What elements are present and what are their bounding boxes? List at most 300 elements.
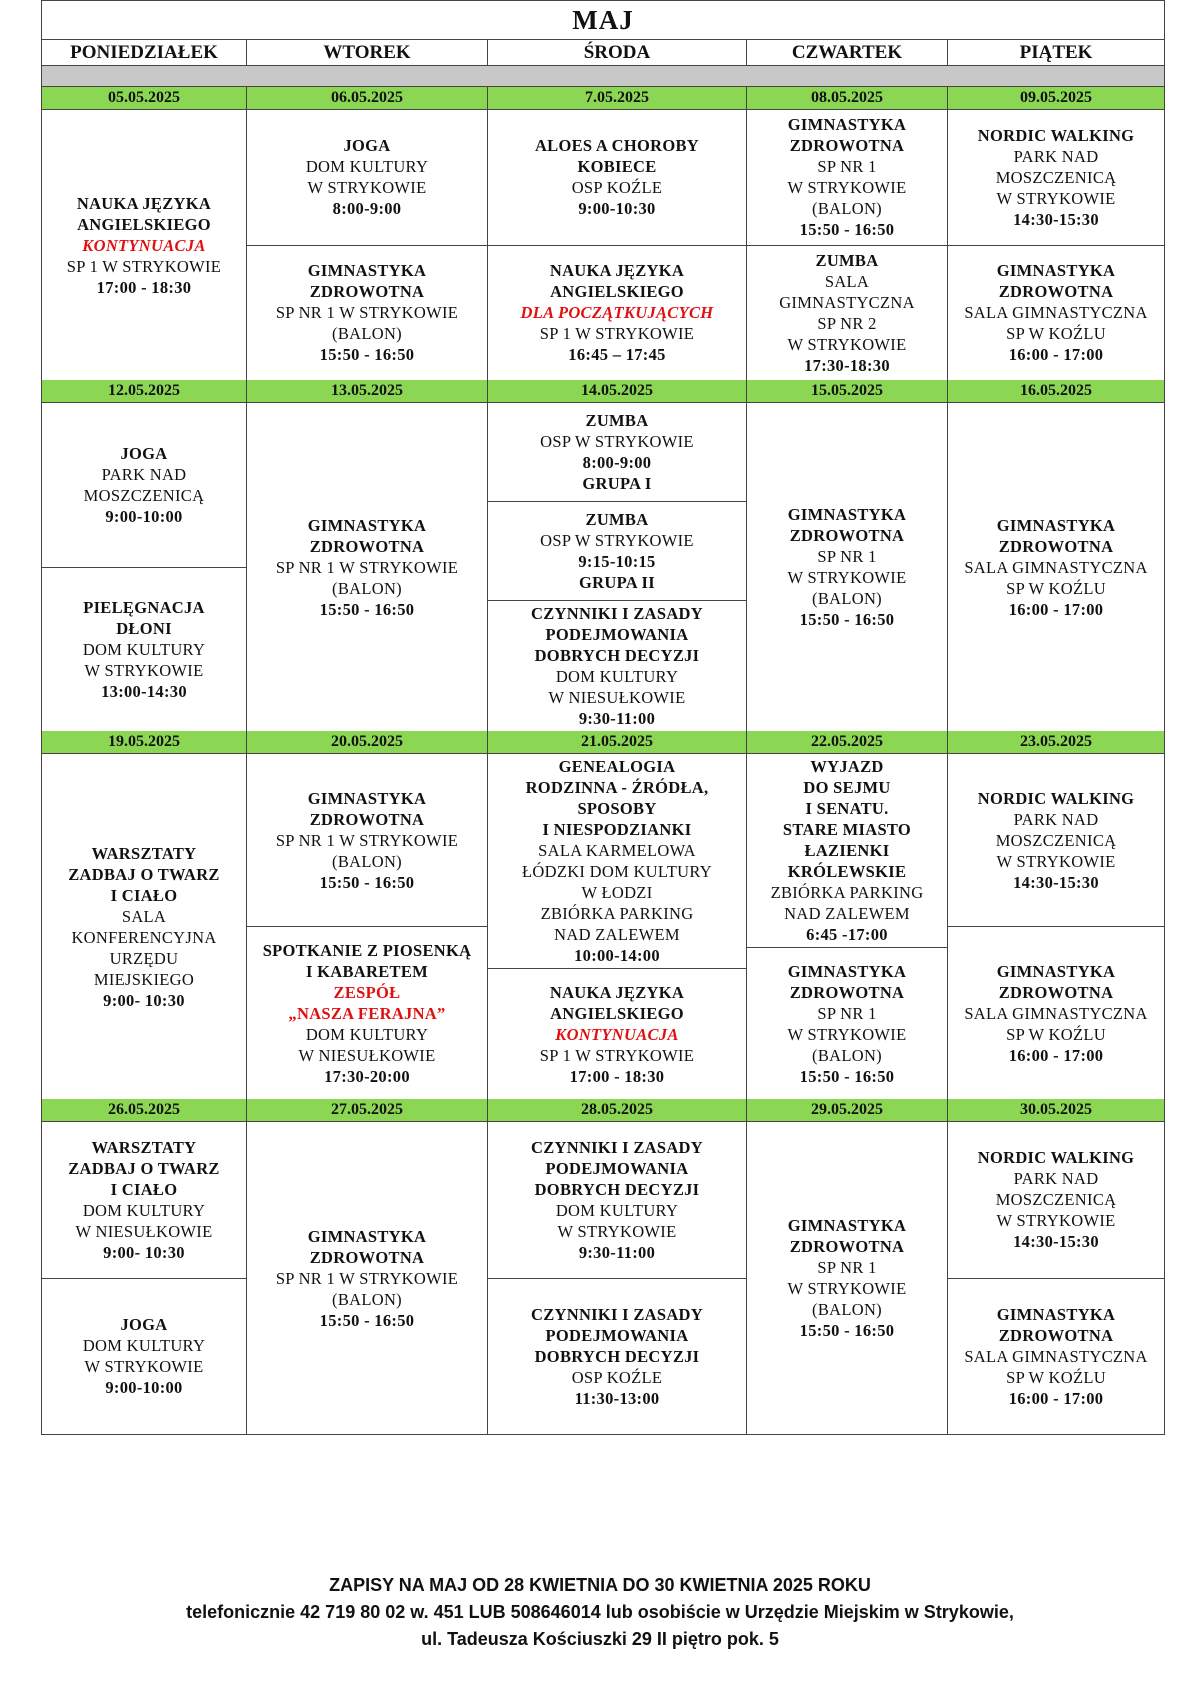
grey-separator [42,66,1165,87]
event-detail: 9:30-11:00 [578,1242,656,1262]
day-events [948,754,1164,1099]
event-block [42,403,246,567]
date-cell: 23.05.2025 [948,731,1165,754]
event-title: GIMNASTYKA [307,261,427,281]
event-detail: SP 1 W STRYKOWIE [539,1045,695,1065]
date-cell: 20.05.2025 [247,731,488,754]
event-detail: (BALON) [332,1289,402,1309]
event-block [247,926,487,1099]
event-block [488,600,746,731]
title-row [42,1,1165,40]
event-detail: W NIESUŁKOWIE [75,1221,213,1241]
event-detail: ZDROWOTNA [789,1237,905,1256]
event-detail: 17:00 - 18:30 [96,277,192,297]
event-detail: STARE MIASTO [782,820,912,839]
event-title: GIMNASTYKA [307,788,427,808]
event-block [948,403,1164,731]
event-detail: W STRYKOWIE [787,178,907,198]
day-events [948,1122,1164,1434]
day-events [488,1122,746,1434]
day-cell [747,1122,948,1435]
day-events [247,754,487,1099]
event-detail: SALA GIMNASTYCZNA [964,303,1148,323]
date-cell: 30.05.2025 [948,1099,1165,1122]
event-detail: ZBIÓRKA PARKING [770,883,924,902]
date-row [42,1099,1165,1122]
event-detail: SALA GIMNASTYCZNA [964,557,1148,577]
event-detail: OSP W STRYKOWIE [540,531,694,550]
event-block [247,754,487,926]
event-detail: 14:30-15:30 [1013,872,1099,892]
event-detail: SP NR 1 [817,157,877,177]
day-cell [247,403,488,732]
day-events [488,110,746,380]
event-title: PIELĘGNACJA [83,597,205,617]
date-cell: 16.05.2025 [948,380,1165,403]
event-detail: ZDROWOTNA [789,136,905,156]
day-events [948,403,1164,731]
weekday-header: PONIEDZIAŁEK [42,40,247,66]
events-row [42,403,1165,732]
event-block [42,1278,246,1435]
event-detail: W STRYKOWIE [787,568,907,587]
event-block [488,245,746,381]
event-title: NORDIC WALKING [977,125,1135,145]
event-title: ALOES A CHOROBY [534,136,700,156]
event-block [247,1122,487,1434]
event-detail: DOBRYCH DECYZJI [534,646,700,665]
event-detail: (BALON) [812,199,882,219]
event-detail: I CIAŁO [110,1179,178,1199]
day-cell [488,1122,747,1435]
event-detail: W STRYKOWIE [787,334,907,354]
event-block [488,968,746,1099]
event-detail: W STRYKOWIE [84,660,204,680]
event-detail: 9:00-10:30 [578,199,656,219]
event-block [488,1278,746,1435]
event-detail: SP W KOŹLU [1006,1024,1106,1044]
event-detail: DOM KULTURY [82,639,206,659]
event-block [948,1122,1164,1278]
event-detail: SPOSOBY [577,799,657,818]
event-block [948,245,1164,381]
date-cell: 14.05.2025 [488,380,747,403]
event-detail: 15:50 - 16:50 [319,345,415,365]
event-detail: ŁÓDZKI DOM KULTURY [522,862,712,881]
day-events [42,403,246,731]
date-cell: 29.05.2025 [747,1099,948,1122]
event-title: GIMNASTYKA [787,505,907,524]
event-block [747,110,947,245]
event-detail: 14:30-15:30 [1013,209,1099,229]
event-detail: RODZINNA - ŹRÓDŁA, [525,778,709,797]
event-detail: 8:00-9:00 [332,199,402,219]
event-title: GENEALOGIA [558,757,676,776]
event-title: GIMNASTYKA [307,1226,427,1246]
event-title: JOGA [120,443,168,463]
event-detail: SALA [121,906,167,926]
event-detail: SP NR 1 W STRYKOWIE [275,557,459,577]
events-row [42,754,1165,1100]
day-events [247,110,487,380]
day-events [42,110,246,380]
footer-line: ZAPISY NA MAJ OD 28 KWIETNIA DO 30 KWIETNIA 2025 ROKU [329,1575,871,1595]
day-cell [948,754,1165,1100]
event-detail: DŁONI [116,618,172,638]
event-detail: 15:50 - 16:50 [799,220,895,240]
event-title: CZYNNIKI I ZASADY [531,1304,703,1324]
event-title: NAUKA JĘZYKA [549,261,685,281]
event-detail: 9:00- 10:30 [103,990,185,1010]
event-detail: 9:00-10:00 [105,506,183,526]
day-cell [247,1122,488,1435]
event-detail: 16:00 - 17:00 [1008,1045,1104,1065]
date-cell: 22.05.2025 [747,731,948,754]
weekday-header: ŚRODA [488,40,747,66]
event-detail: W STRYKOWIE [996,1211,1116,1231]
event-block [747,947,947,1099]
event-detail: ZDROWOTNA [789,982,905,1002]
event-detail: ZDROWOTNA [998,1325,1114,1345]
event-detail: ZBIÓRKA PARKING [540,904,694,923]
event-detail: KRÓLEWSKIE [787,862,907,881]
event-block [948,1278,1164,1435]
event-title: NAUKA JĘZYKA [549,982,685,1002]
event-detail: W STRYKOWIE [307,178,427,198]
schedule-table [41,0,1165,1435]
date-row [42,731,1165,754]
event-detail: 17:00 - 18:30 [569,1066,665,1086]
event-block [747,245,947,381]
event-title: GIMNASTYKA [307,515,427,535]
event-detail: I CIAŁO [110,885,178,905]
event-detail: KONTYNUACJA [555,1024,679,1044]
event-detail: 16:00 - 17:00 [1008,345,1104,365]
date-row [42,87,1165,110]
event-detail: W NIESUŁKOWIE [298,1045,436,1065]
date-cell: 26.05.2025 [42,1099,247,1122]
event-detail: SP NR 1 W STRYKOWIE [275,1268,459,1288]
event-detail: DOM KULTURY [82,1200,206,1220]
weekday-header: PIĄTEK [948,40,1165,66]
date-cell: 27.05.2025 [247,1099,488,1122]
event-detail: OSP KOŹLE [571,1367,663,1387]
event-block [247,110,487,245]
event-detail: (BALON) [332,578,402,598]
day-cell [42,110,247,381]
event-detail: SP NR 1 [817,1258,877,1277]
event-title: ZUMBA [585,510,649,529]
date-cell: 19.05.2025 [42,731,247,754]
day-events [488,754,746,1099]
event-detail: URZĘDU [109,948,179,968]
event-detail: W STRYKOWIE [787,1024,907,1044]
day-events [247,1122,487,1434]
event-detail: NAD ZALEWEM [554,925,680,944]
event-block [747,1122,947,1434]
day-cell [747,403,948,732]
event-detail: GRUPA I [582,474,652,493]
day-events [42,754,246,1099]
event-detail: 15:50 - 16:50 [799,610,895,629]
day-cell [948,1122,1165,1435]
day-events [747,754,947,1099]
event-detail: 9:30-11:00 [578,709,656,728]
date-cell: 28.05.2025 [488,1099,747,1122]
event-detail: 9:00-10:00 [105,1378,183,1398]
event-detail: ANGIELSKIEGO [550,1003,684,1023]
date-cell: 06.05.2025 [247,87,488,110]
event-detail: DLA POCZĄTKUJĄCYCH [520,303,714,323]
event-title: ZUMBA [815,250,879,270]
event-detail: MOSZCZENICĄ [995,1190,1117,1210]
day-events [747,403,947,731]
event-title: ZUMBA [585,411,649,430]
event-title: NORDIC WALKING [977,1148,1135,1168]
event-detail: ZESPÓŁ [333,982,401,1002]
event-detail: PARK NAD [1013,809,1099,829]
day-cell [247,754,488,1100]
event-detail: DOBRYCH DECYZJI [534,1179,700,1199]
event-detail: 14:30-15:30 [1013,1232,1099,1252]
event-detail: ZDROWOTNA [309,536,425,556]
event-title: GIMNASTYKA [787,961,907,981]
event-detail: (BALON) [332,851,402,871]
date-cell: 7.05.2025 [488,87,747,110]
event-detail: OSP KOŹLE [571,178,663,198]
event-title: CZYNNIKI I ZASADY [531,1137,703,1157]
event-detail: (BALON) [332,324,402,344]
day-events [747,1122,947,1434]
event-detail: 15:50 - 16:50 [799,1066,895,1086]
separator-row [42,66,1165,87]
event-detail: SALA KARMELOWA [538,841,696,860]
event-detail: 15:50 - 16:50 [799,1321,895,1340]
event-block [488,403,746,501]
event-detail: ZDROWOTNA [998,536,1114,556]
event-detail: W STRYKOWIE [996,851,1116,871]
event-block [42,1122,246,1278]
event-detail: 9:00- 10:30 [103,1242,185,1262]
day-events [42,1122,246,1434]
weekday-header: WTOREK [247,40,488,66]
date-cell: 21.05.2025 [488,731,747,754]
event-detail: KOBIECE [577,157,657,177]
event-detail: MOSZCZENICĄ [995,830,1117,850]
event-block [747,754,947,947]
event-detail: (BALON) [812,1300,882,1319]
event-detail: ZDROWOTNA [309,809,425,829]
event-detail: 16:00 - 17:00 [1008,1388,1104,1408]
day-cell [488,403,747,732]
event-detail: ZDROWOTNA [309,282,425,302]
event-detail: 11:30-13:00 [574,1388,660,1408]
event-detail: DOM KULTURY [555,667,679,686]
event-detail: PODEJMOWANIA [545,625,689,644]
enrollment-footer [0,1572,1200,1653]
event-title: SPOTKANIE Z PIOSENKĄ [262,940,472,960]
event-detail: PODEJMOWANIA [545,1325,689,1345]
event-detail: KONFERENCYJNA [71,927,217,947]
event-detail: SP 1 W STRYKOWIE [539,324,695,344]
day-cell [42,754,247,1100]
event-detail: 6:45 -17:00 [806,925,888,944]
event-title: GIMNASTYKA [787,115,907,135]
date-row [42,380,1165,403]
event-detail: SP NR 1 W STRYKOWIE [275,830,459,850]
event-detail: W STRYKOWIE [84,1357,204,1377]
event-detail: 17:30-18:30 [804,355,890,375]
event-detail: DOM KULTURY [82,1336,206,1356]
event-title: WYJAZD [810,757,884,776]
event-detail: 13:00-14:30 [101,681,187,701]
event-detail: (BALON) [812,1045,882,1065]
event-detail: SP NR 1 W STRYKOWIE [275,303,459,323]
event-detail: ZDROWOTNA [998,982,1114,1002]
day-cell [247,110,488,381]
event-detail: I KABARETEM [305,961,429,981]
event-detail: SP 1 W STRYKOWIE [66,256,222,276]
event-detail: MOSZCZENICĄ [83,485,205,505]
event-block [488,501,746,600]
weekday-header: CZWARTEK [747,40,948,66]
day-events [488,403,746,731]
event-detail: GIMNASTYCZNA [779,292,915,312]
event-title: NAUKA JĘZYKA [76,193,212,213]
event-detail: W STRYKOWIE [557,1221,677,1241]
event-detail: ZDROWOTNA [789,526,905,545]
event-title: WARSZTATY [91,843,197,863]
event-detail: I SENATU. [805,799,889,818]
day-cell [42,403,247,732]
event-detail: NAD ZALEWEM [784,904,910,923]
event-title: GIMNASTYKA [996,261,1116,281]
event-title: GIMNASTYKA [996,961,1116,981]
event-block [247,245,487,381]
day-events [948,110,1164,380]
event-detail: DOBRYCH DECYZJI [534,1346,700,1366]
event-detail: „NASZA FERAJNA” [288,1003,446,1023]
event-block [247,403,487,731]
date-cell: 13.05.2025 [247,380,488,403]
event-detail: 17:30-20:00 [324,1066,410,1086]
event-detail: MIEJSKIEGO [93,969,195,989]
event-block [488,1122,746,1278]
footer-line: ul. Tadeusza Kościuszki 29 II piętro pok. 5 [421,1629,779,1649]
event-detail: 8:00-9:00 [582,453,652,472]
event-block [488,754,746,968]
event-block [488,110,746,245]
day-cell [42,1122,247,1435]
event-detail: OSP W STRYKOWIE [540,432,694,451]
day-cell [747,754,948,1100]
event-detail: GRUPA II [579,573,655,592]
event-detail: PARK NAD [1013,1169,1099,1189]
event-detail: DOM KULTURY [555,1200,679,1220]
event-detail: ANGIELSKIEGO [77,214,211,234]
event-detail: 10:00-14:00 [574,946,660,965]
day-events [247,403,487,731]
date-cell: 08.05.2025 [747,87,948,110]
date-cell: 05.05.2025 [42,87,247,110]
event-detail: 15:50 - 16:50 [319,599,415,619]
event-detail: KONTYNUACJA [82,235,206,255]
event-title: CZYNNIKI I ZASADY [531,604,703,623]
event-detail: PARK NAD [1013,146,1099,166]
date-cell: 09.05.2025 [948,87,1165,110]
date-cell: 12.05.2025 [42,380,247,403]
event-title: GIMNASTYKA [996,1304,1116,1324]
event-detail: DOM KULTURY [305,157,429,177]
event-title: JOGA [343,136,391,156]
event-block [42,567,246,732]
event-detail: ZDROWOTNA [309,1247,425,1267]
event-block [948,754,1164,926]
day-cell [948,110,1165,381]
event-title: GIMNASTYKA [996,515,1116,535]
event-detail: ANGIELSKIEGO [550,282,684,302]
events-row [42,1122,1165,1435]
day-cell [488,110,747,381]
event-detail: W ŁODZI [581,883,653,902]
event-detail: 16:00 - 17:00 [1008,599,1104,619]
event-detail: ZADBAJ O TWARZ [68,864,220,884]
event-detail: SP W KOŹLU [1006,1367,1106,1387]
event-detail: ŁAZIENKI [804,841,890,860]
event-detail: SP W KOŹLU [1006,578,1106,598]
date-cell: 15.05.2025 [747,380,948,403]
event-detail: ZADBAJ O TWARZ [68,1158,220,1178]
event-detail: MOSZCZENICĄ [995,167,1117,187]
month-title: MAJ [42,1,1165,40]
event-detail: 9:15-10:15 [578,552,656,571]
event-detail: DOM KULTURY [305,1024,429,1044]
footer-line: telefonicznie 42 719 80 02 w. 451 LUB 508646014 lub osobiście w Urzędzie Miejskim w Strykowie, [186,1602,1014,1622]
event-detail: (BALON) [812,589,882,608]
event-detail: PARK NAD [101,464,187,484]
event-detail: SP NR 1 [817,1003,877,1023]
event-block [42,754,246,1099]
event-title: JOGA [120,1315,168,1335]
event-detail: DO SEJMU [803,778,891,797]
event-block [948,110,1164,245]
day-cell [948,403,1165,732]
day-cell [488,754,747,1100]
weekday-header-row [42,40,1165,66]
event-detail: SALA GIMNASTYCZNA [964,1003,1148,1023]
event-detail: PODEJMOWANIA [545,1158,689,1178]
event-detail: SP NR 1 [817,547,877,566]
event-detail: SP W KOŹLU [1006,324,1106,344]
event-detail: SALA GIMNASTYCZNA [964,1346,1148,1366]
event-detail: I NIESPODZIANKI [542,820,692,839]
event-detail: W STRYKOWIE [787,1279,907,1298]
events-row [42,110,1165,381]
event-title: NORDIC WALKING [977,788,1135,808]
event-detail: W STRYKOWIE [996,188,1116,208]
event-detail: 15:50 - 16:50 [319,872,415,892]
event-detail: W NIESUŁKOWIE [548,688,686,707]
event-block [42,110,246,380]
event-block [948,926,1164,1099]
event-title: WARSZTATY [91,1137,197,1157]
day-events [747,110,947,380]
event-detail: SALA [824,271,870,291]
event-detail: SP NR 2 [817,313,877,333]
event-detail: ZDROWOTNA [998,282,1114,302]
event-block [747,403,947,731]
event-detail: 15:50 - 16:50 [319,1310,415,1330]
